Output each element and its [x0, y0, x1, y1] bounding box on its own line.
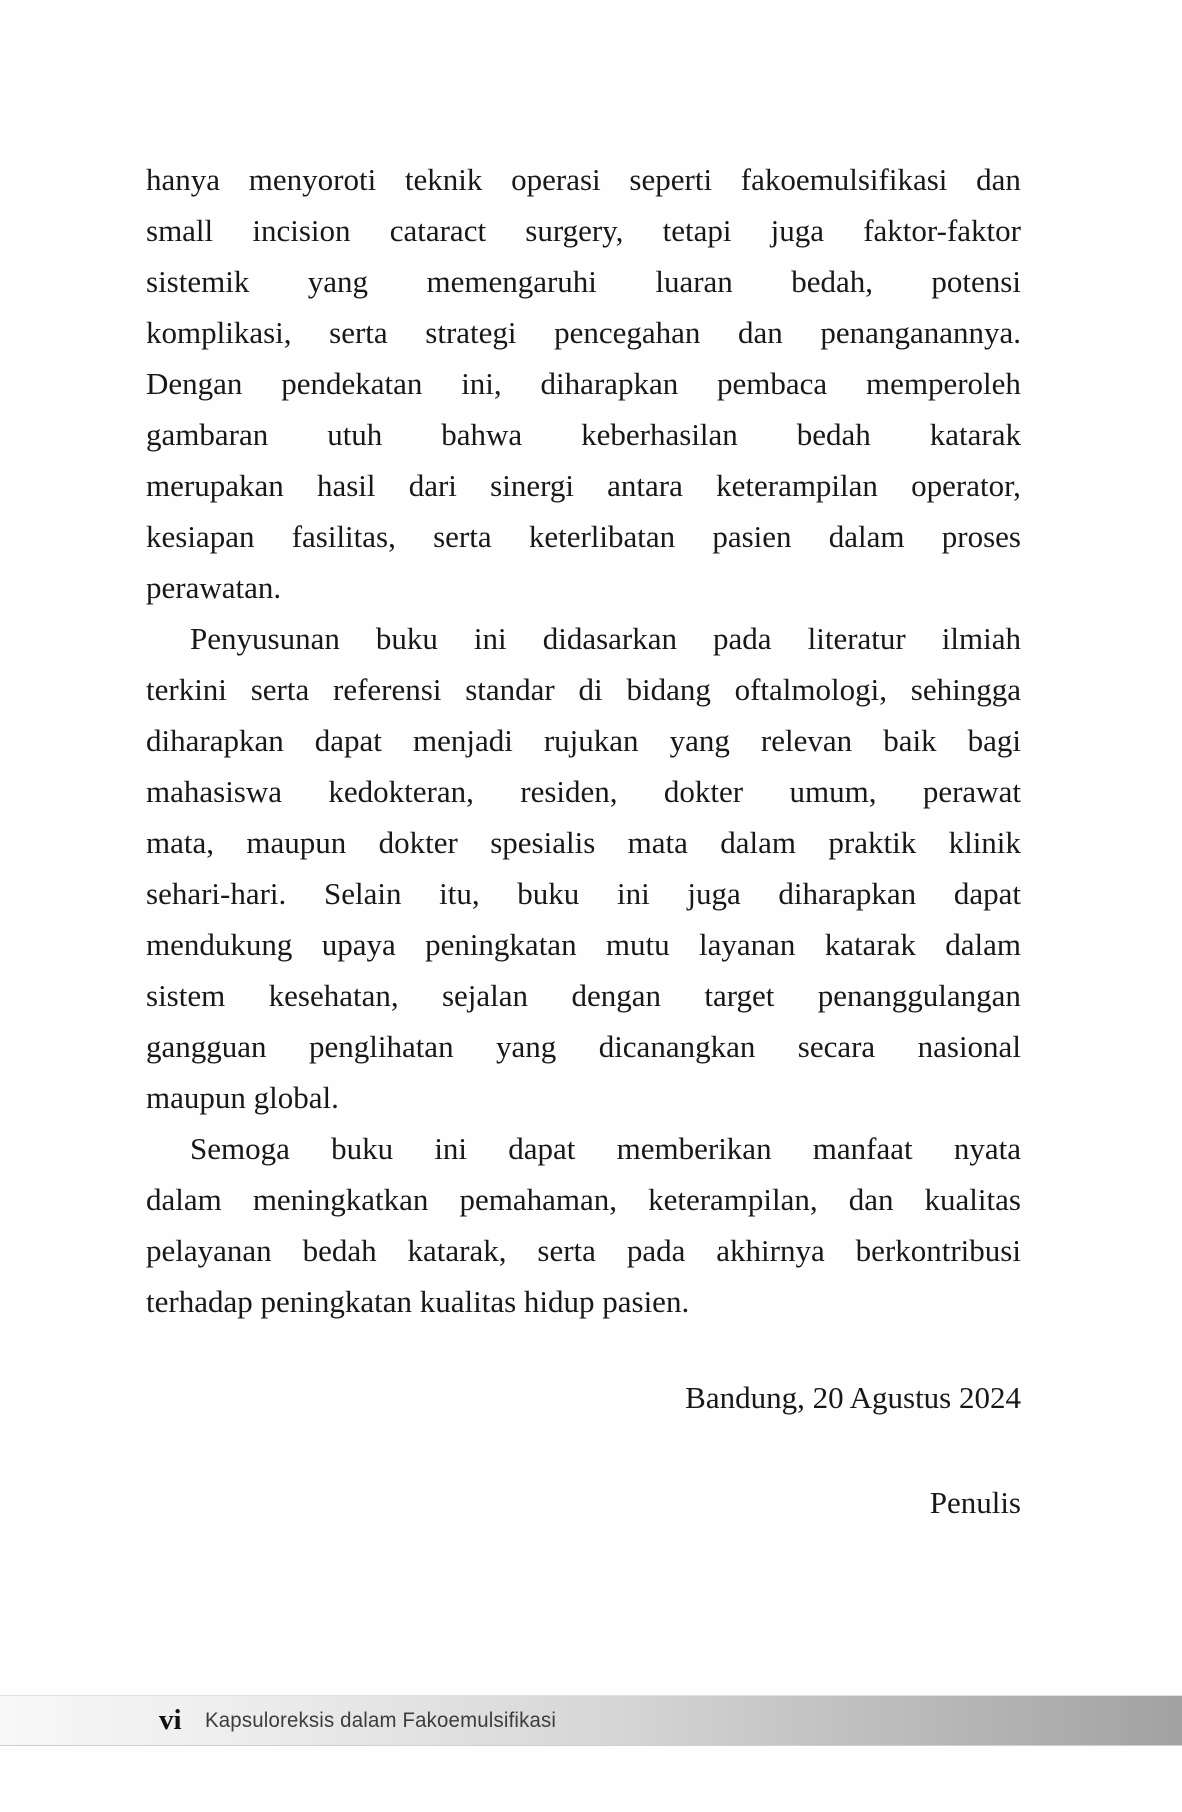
text-line: komplikasi, serta strategi pencegahan dan penanganannya. [146, 315, 1021, 350]
paragraph-1 [146, 154, 1021, 613]
text-line: perawatan. [146, 570, 282, 605]
text-line: sehari-hari. Selain itu, buku ini juga diharapkan dapat [146, 876, 1021, 911]
text-line: merupakan hasil dari sinergi antara keterampilan operator, [146, 468, 1021, 503]
paragraph-3 [146, 1123, 1021, 1327]
book-title: Kapsuloreksis dalam Fakoemulsifikasi [204, 1709, 556, 1732]
text-line: hanya menyoroti teknik operasi seperti fakoemulsifikasi dan [146, 162, 1021, 197]
text-line: Semoga buku ini dapat memberikan manfaat nyata [190, 1131, 1021, 1166]
text-line: maupun global. [146, 1080, 339, 1115]
text-line: pelayanan bedah katarak, serta pada akhirnya berkontribusi [146, 1233, 1021, 1268]
text-line: Penyusunan buku ini didasarkan pada literatur ilmiah [190, 621, 1021, 656]
text-line: terkini serta referensi standar di bidang oftalmologi, sehingga [146, 672, 1021, 707]
footer-bar [0, 1695, 1182, 1746]
text-line: dalam meningkatkan pemahaman, keterampilan, dan kualitas [146, 1182, 1021, 1217]
text-line: gambaran utuh bahwa keberhasilan bedah katarak [146, 417, 1021, 452]
text-line: sistemik yang memengaruhi luaran bedah, potensi [146, 264, 1021, 299]
text-line: Dengan pendekatan ini, diharapkan pembaca memperoleh [146, 366, 1021, 401]
page-body-text [146, 154, 1021, 1327]
signature-author: Penulis [929, 1485, 1021, 1520]
paragraph-2 [146, 613, 1021, 1123]
text-line: sistem kesehatan, sejalan dengan target penanggulangan [146, 978, 1021, 1013]
page-number: vi [159, 1704, 182, 1736]
text-line: mahasiswa kedokteran, residen, dokter umum, perawat [146, 774, 1021, 809]
text-line: mendukung upaya peningkatan mutu layanan katarak dalam [146, 927, 1021, 962]
signature-place-date: Bandung, 20 Agustus 2024 [685, 1380, 1021, 1415]
text-line: diharapkan dapat menjadi rujukan yang relevan baik bagi [146, 723, 1021, 758]
text-line: terhadap peningkatan kualitas hidup pasien. [146, 1284, 690, 1319]
text-line: mata, maupun dokter spesialis mata dalam praktik klinik [146, 825, 1021, 860]
text-line: gangguan penglihatan yang dicanangkan secara nasional [146, 1029, 1021, 1064]
text-line: small incision cataract surgery, tetapi juga faktor-faktor [146, 213, 1021, 248]
text-line: kesiapan fasilitas, serta keterlibatan pasien dalam proses [146, 519, 1021, 554]
